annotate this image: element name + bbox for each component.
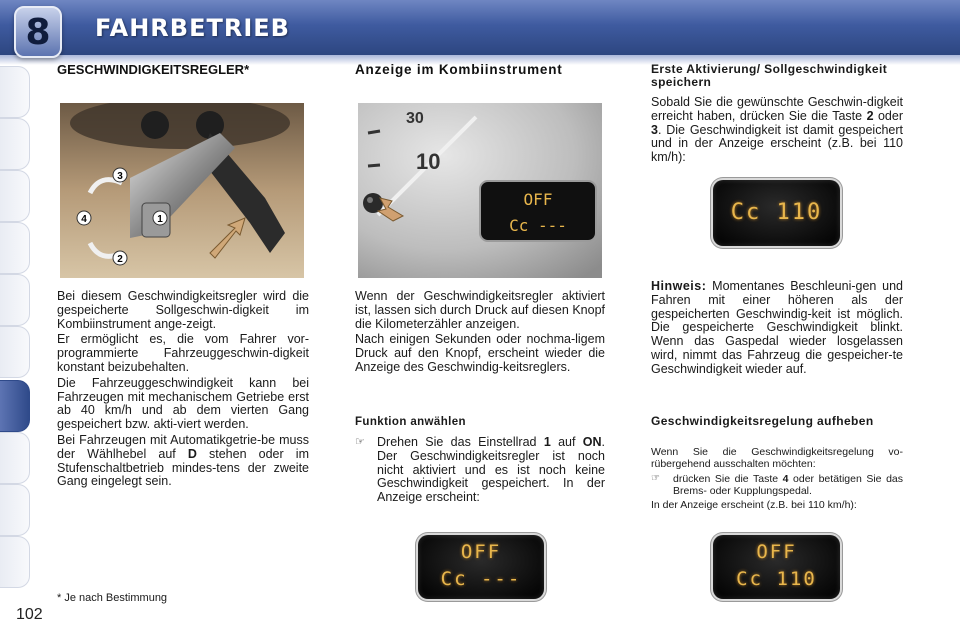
hand-pointer-icon: ☞ xyxy=(355,436,365,448)
lcd-photo-line2: Cc --- xyxy=(509,216,567,235)
instrument-photo xyxy=(358,103,602,278)
chapter-tab-11[interactable] xyxy=(0,536,30,588)
col1-para-1: Bei diesem Geschwindigkeitsregler wird die gespeicherte Sollgeschwin-digkeit im Kombiinstrument ange-zeigt. xyxy=(57,289,309,331)
chapter-tab-9[interactable] xyxy=(0,432,30,484)
column-3-para-1: Sobald Sie die gewünschte Geschwin-digkeit erreicht haben, drücken Sie die Taste 2 oder 3. Die Geschwindigkeit ist damit gespeichert und in der Anzeige erscheint (z.B. bei 110 km/h): xyxy=(651,95,903,165)
label-3: 3 xyxy=(117,171,123,182)
col2-para-2: Nach einigen Sekunden oder nochma-ligem Druck auf den Knopf, erscheint wieder die Anzeige des Geschwindig-keitsreglers. xyxy=(355,332,605,374)
instruction-bullet: ☞ Drehen Sie das Einstellrad 1 auf ON. Der Geschwindigkeitsregler ist noch nicht aktiviert und es ist noch keine Geschwindigkeit gespeichert. In der Anzeige erscheint: xyxy=(355,435,605,505)
page-number: 102 xyxy=(16,606,43,623)
chapter-title: FAHRBETRIEB xyxy=(95,14,290,42)
lcd-display-stored-speed: Cc 110 xyxy=(713,180,840,246)
chapter-tab-4[interactable] xyxy=(0,222,30,274)
col1-para-2: Er ermöglicht es, die vom Fahrer vor-programmierte Fahrzeuggeschwin-digkeit konstant beizubehalten. xyxy=(57,332,309,374)
stalk-photo xyxy=(60,103,304,278)
col1-para-3: Die Fahrzeuggeschwindigkeit kann bei Fahrzeugen mit mechanischem Getriebe erst ab 40 km/h und ab dem vierten Gang gespeichert bzw. akti-viert werden. xyxy=(57,375,309,432)
label-4: 4 xyxy=(81,214,87,225)
cancel-bullet: ☞ drücken Sie die Taste 4 oder betätigen Sie das Brems- oder Kupplungspedal. xyxy=(651,473,903,497)
cancel-intro: Wenn Sie die Geschwindigkeitsregelung vo-rübergehend ausschalten möchten: xyxy=(651,446,903,470)
column-2-text xyxy=(355,290,605,377)
lcd-display-off-col2: OFF Cc --- xyxy=(418,535,544,599)
hand-pointer-icon: ☞ xyxy=(651,473,660,484)
section-heading-first-activation: Erste Aktivierung/ Sollgeschwindigkeit speichern xyxy=(651,62,888,89)
chapter-tab-5[interactable] xyxy=(0,274,30,326)
col2-para-1: Wenn der Geschwindigkeitsregler aktiviert ist, lassen sich durch Druck auf diesen Knopf die Kilometerzähler anzeigen. xyxy=(355,289,605,331)
section-heading-cancel: Geschwindigkeitsregelung aufheben xyxy=(651,414,874,428)
lcd-photo-line1: OFF xyxy=(523,190,553,209)
chapter-tab-3[interactable] xyxy=(0,170,30,222)
section-heading-instrument-display: Anzeige im Kombiinstrument xyxy=(355,62,563,77)
label-1: 1 xyxy=(157,214,163,225)
gauge-label-30: 30 xyxy=(406,110,424,127)
note-box: Hinweis: Momentanes Beschleuni-gen und Fahren mit einer höheren als der gespeicherten Geschwindig-keit ist möglich. Die gespeicherte Geschwindigkeit blinkt. Wenn das Gaspedal wieder losgelassen wird, nimmt das Fahrzeug die gespeicher-te Geschwindigkeit wieder auf. xyxy=(651,279,903,376)
gauge-label-10: 10 xyxy=(416,149,441,174)
col1-para-4: Bei Fahrzeugen mit Automatikgetrie-be muss der Wählhebel auf D stehen oder im Stufenschaltbetrieb mindes-tens der zweite Gang eingelegt sein. xyxy=(57,432,309,489)
chapter-tab-8-active[interactable] xyxy=(0,380,30,432)
chapter-number-badge: 8 xyxy=(14,6,62,58)
lcd-display-off-stored: OFF Cc 110 xyxy=(713,535,840,599)
section-heading-cruise-control: GESCHWINDIGKEITSREGLER* xyxy=(57,62,250,77)
chapter-tab-6[interactable] xyxy=(0,326,30,378)
column-3-cancel-text xyxy=(651,446,903,511)
column-1-text xyxy=(57,290,309,491)
column-2-function xyxy=(355,416,605,507)
chapter-tab-1[interactable] xyxy=(0,66,30,118)
note-label: Hinweis: xyxy=(651,279,707,293)
footnote: * Je nach Bestimmung xyxy=(57,592,168,604)
sub-heading-select-function: Funktion anwählen xyxy=(355,416,466,428)
chapter-tab-2[interactable] xyxy=(0,118,30,170)
cancel-display-text: In der Anzeige erscheint (z.B. bei 110 km/h): xyxy=(651,499,857,511)
label-2: 2 xyxy=(117,254,123,265)
chapter-tab-10[interactable] xyxy=(0,484,30,536)
